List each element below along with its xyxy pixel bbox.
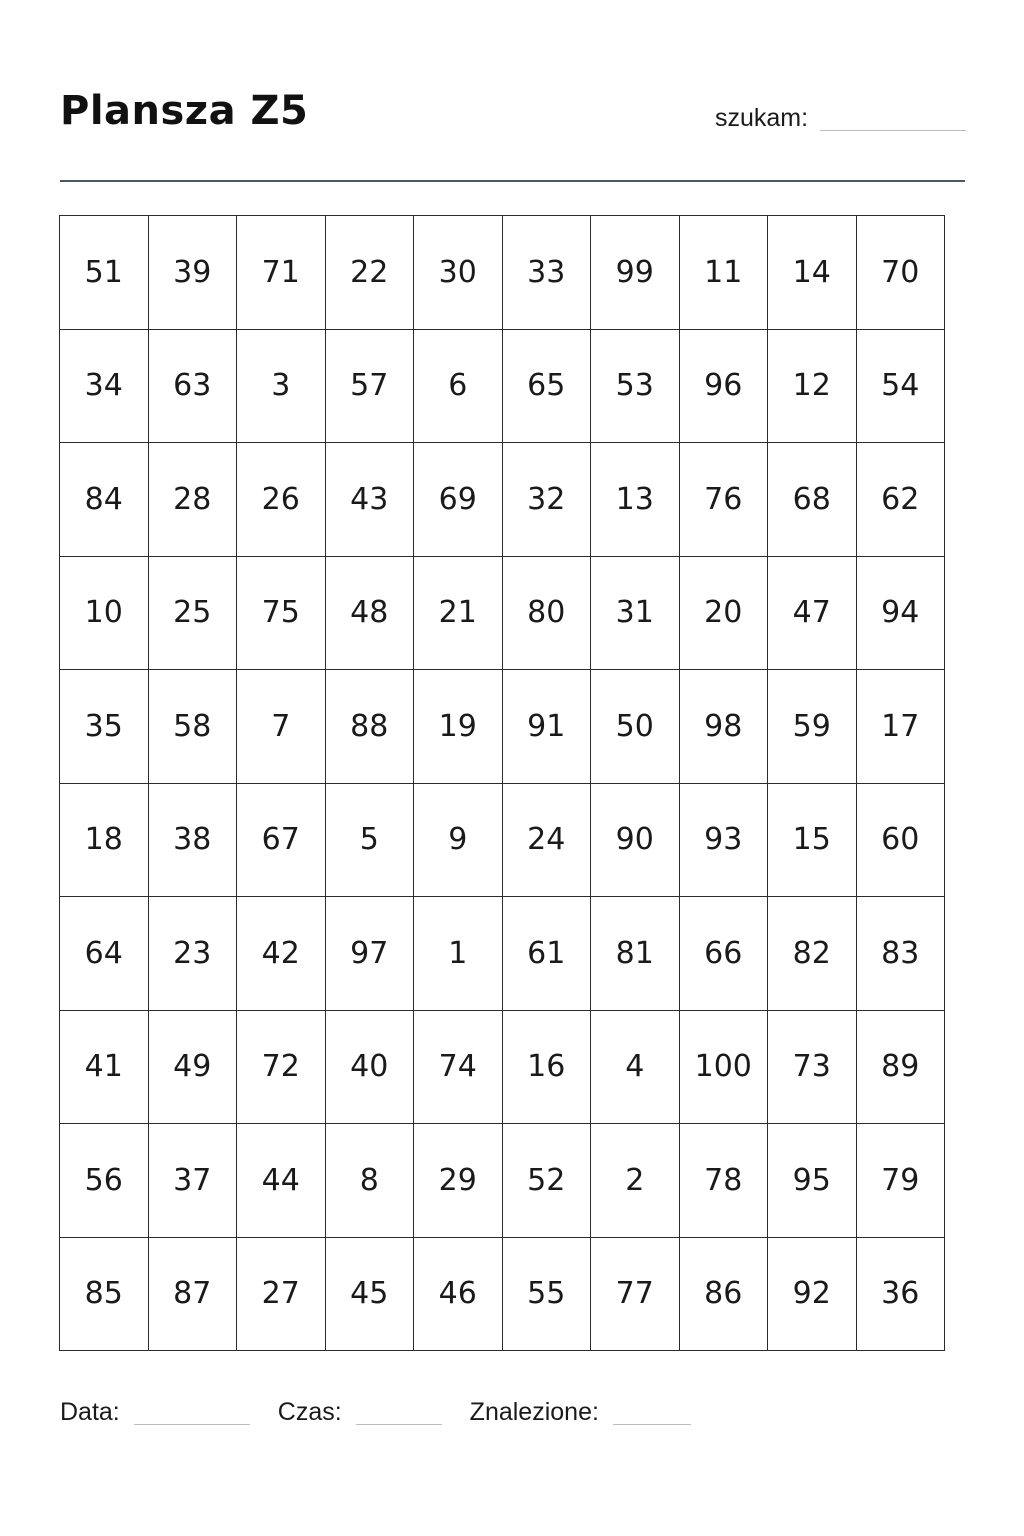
- grid-row: [60, 783, 945, 897]
- grid-cell[interactable]: 73: [768, 1010, 857, 1124]
- found-blank-line[interactable]: [613, 1424, 691, 1425]
- grid-cell[interactable]: 8: [325, 1124, 414, 1238]
- grid-cell[interactable]: 14: [768, 216, 857, 330]
- grid-cell[interactable]: 67: [237, 783, 326, 897]
- grid-cell[interactable]: 77: [591, 1237, 680, 1351]
- grid-cell[interactable]: 25: [148, 556, 237, 670]
- grid-cell[interactable]: 61: [502, 897, 591, 1011]
- date-blank-line[interactable]: [134, 1424, 250, 1425]
- grid-cell[interactable]: 24: [502, 783, 591, 897]
- grid-cell[interactable]: 65: [502, 329, 591, 443]
- grid-cell[interactable]: 17: [856, 670, 945, 784]
- grid-row: [60, 1010, 945, 1124]
- grid-cell[interactable]: 32: [502, 443, 591, 557]
- time-label: Czas:: [277, 1398, 342, 1426]
- grid-cell[interactable]: 83: [856, 897, 945, 1011]
- grid-cell[interactable]: 79: [856, 1124, 945, 1238]
- grid-cell[interactable]: 89: [856, 1010, 945, 1124]
- grid-cell[interactable]: 15: [768, 783, 857, 897]
- grid-cell[interactable]: 50: [591, 670, 680, 784]
- grid-cell[interactable]: 37: [148, 1124, 237, 1238]
- grid-cell[interactable]: 57: [325, 329, 414, 443]
- grid-cell[interactable]: 96: [679, 329, 768, 443]
- grid-cell[interactable]: 68: [768, 443, 857, 557]
- grid-cell[interactable]: 13: [591, 443, 680, 557]
- grid-cell[interactable]: 40: [325, 1010, 414, 1124]
- grid-cell[interactable]: 18: [60, 783, 149, 897]
- grid-cell[interactable]: 76: [679, 443, 768, 557]
- grid-cell[interactable]: 4: [591, 1010, 680, 1124]
- grid-cell[interactable]: 62: [856, 443, 945, 557]
- grid-cell[interactable]: 99: [591, 216, 680, 330]
- grid-cell[interactable]: 7: [237, 670, 326, 784]
- grid-cell[interactable]: 23: [148, 897, 237, 1011]
- number-grid: [59, 215, 945, 1351]
- grid-cell[interactable]: 53: [591, 329, 680, 443]
- seek-label: szukam:: [715, 104, 809, 132]
- grid-cell[interactable]: 93: [679, 783, 768, 897]
- grid-cell[interactable]: 92: [768, 1237, 857, 1351]
- grid-cell[interactable]: 84: [60, 443, 149, 557]
- grid-cell[interactable]: 47: [768, 556, 857, 670]
- header-divider: [60, 180, 965, 182]
- seek-field: [715, 104, 966, 133]
- grid-cell[interactable]: 52: [502, 1124, 591, 1238]
- time-blank-line[interactable]: [356, 1424, 442, 1425]
- grid-cell[interactable]: 1: [414, 897, 503, 1011]
- grid-cell[interactable]: 31: [591, 556, 680, 670]
- grid-cell[interactable]: 48: [325, 556, 414, 670]
- grid-cell[interactable]: 60: [856, 783, 945, 897]
- grid-cell[interactable]: 41: [60, 1010, 149, 1124]
- grid-cell[interactable]: 64: [60, 897, 149, 1011]
- grid-cell[interactable]: 86: [679, 1237, 768, 1351]
- grid-cell[interactable]: 36: [856, 1237, 945, 1351]
- grid-cell[interactable]: 20: [679, 556, 768, 670]
- grid-row: [60, 329, 945, 443]
- grid-cell[interactable]: 100: [679, 1010, 768, 1124]
- grid-cell[interactable]: 81: [591, 897, 680, 1011]
- grid-cell[interactable]: 35: [60, 670, 149, 784]
- grid-cell[interactable]: 44: [237, 1124, 326, 1238]
- grid-cell[interactable]: 21: [414, 556, 503, 670]
- grid-cell[interactable]: 91: [502, 670, 591, 784]
- grid-cell[interactable]: 22: [325, 216, 414, 330]
- grid-cell[interactable]: 26: [237, 443, 326, 557]
- grid-cell[interactable]: 56: [60, 1124, 149, 1238]
- grid-row: [60, 1124, 945, 1238]
- grid-cell[interactable]: 75: [237, 556, 326, 670]
- grid-cell[interactable]: 42: [237, 897, 326, 1011]
- grid-cell[interactable]: 16: [502, 1010, 591, 1124]
- grid-cell[interactable]: 97: [325, 897, 414, 1011]
- grid-cell[interactable]: 6: [414, 329, 503, 443]
- date-label: Data:: [60, 1398, 120, 1426]
- seek-blank-line[interactable]: [820, 130, 966, 131]
- grid-row: [60, 556, 945, 670]
- grid-cell[interactable]: 80: [502, 556, 591, 670]
- grid-cell[interactable]: 5: [325, 783, 414, 897]
- found-label: Znalezione:: [469, 1398, 599, 1426]
- grid-cell[interactable]: 38: [148, 783, 237, 897]
- grid-cell[interactable]: 45: [325, 1237, 414, 1351]
- grid-cell[interactable]: 2: [591, 1124, 680, 1238]
- grid-cell[interactable]: 28: [148, 443, 237, 557]
- grid-cell[interactable]: 12: [768, 329, 857, 443]
- grid-cell[interactable]: 85: [60, 1237, 149, 1351]
- grid-cell[interactable]: 70: [856, 216, 945, 330]
- grid-cell[interactable]: 49: [148, 1010, 237, 1124]
- grid-cell[interactable]: 58: [148, 670, 237, 784]
- grid-cell[interactable]: 55: [502, 1237, 591, 1351]
- grid-row: [60, 1237, 945, 1351]
- grid-cell[interactable]: 33: [502, 216, 591, 330]
- grid-cell[interactable]: 51: [60, 216, 149, 330]
- grid-cell[interactable]: 11: [679, 216, 768, 330]
- grid-cell[interactable]: 10: [60, 556, 149, 670]
- grid-cell[interactable]: 88: [325, 670, 414, 784]
- footer: [60, 1398, 691, 1427]
- grid-cell[interactable]: 63: [148, 329, 237, 443]
- grid-cell[interactable]: 19: [414, 670, 503, 784]
- grid-cell[interactable]: 3: [237, 329, 326, 443]
- grid-row: [60, 216, 945, 330]
- grid-cell[interactable]: 39: [148, 216, 237, 330]
- grid-cell[interactable]: 87: [148, 1237, 237, 1351]
- grid-row: [60, 443, 945, 557]
- grid-cell[interactable]: 59: [768, 670, 857, 784]
- grid-row: [60, 897, 945, 1011]
- grid-cell[interactable]: 30: [414, 216, 503, 330]
- page-title: Plansza Z5: [60, 88, 309, 134]
- grid-cell[interactable]: 72: [237, 1010, 326, 1124]
- grid-cell[interactable]: 90: [591, 783, 680, 897]
- grid-cell[interactable]: 74: [414, 1010, 503, 1124]
- grid-cell[interactable]: 54: [856, 329, 945, 443]
- grid-cell[interactable]: 98: [679, 670, 768, 784]
- grid-cell[interactable]: 34: [60, 329, 149, 443]
- grid-cell[interactable]: 82: [768, 897, 857, 1011]
- grid-row: [60, 670, 945, 784]
- grid-cell[interactable]: 71: [237, 216, 326, 330]
- grid-cell[interactable]: 95: [768, 1124, 857, 1238]
- grid-cell[interactable]: 66: [679, 897, 768, 1011]
- grid-cell[interactable]: 27: [237, 1237, 326, 1351]
- grid-cell[interactable]: 29: [414, 1124, 503, 1238]
- grid-cell[interactable]: 78: [679, 1124, 768, 1238]
- grid-cell[interactable]: 9: [414, 783, 503, 897]
- grid-cell[interactable]: 46: [414, 1237, 503, 1351]
- grid-cell[interactable]: 94: [856, 556, 945, 670]
- grid-cell[interactable]: 43: [325, 443, 414, 557]
- grid-cell[interactable]: 69: [414, 443, 503, 557]
